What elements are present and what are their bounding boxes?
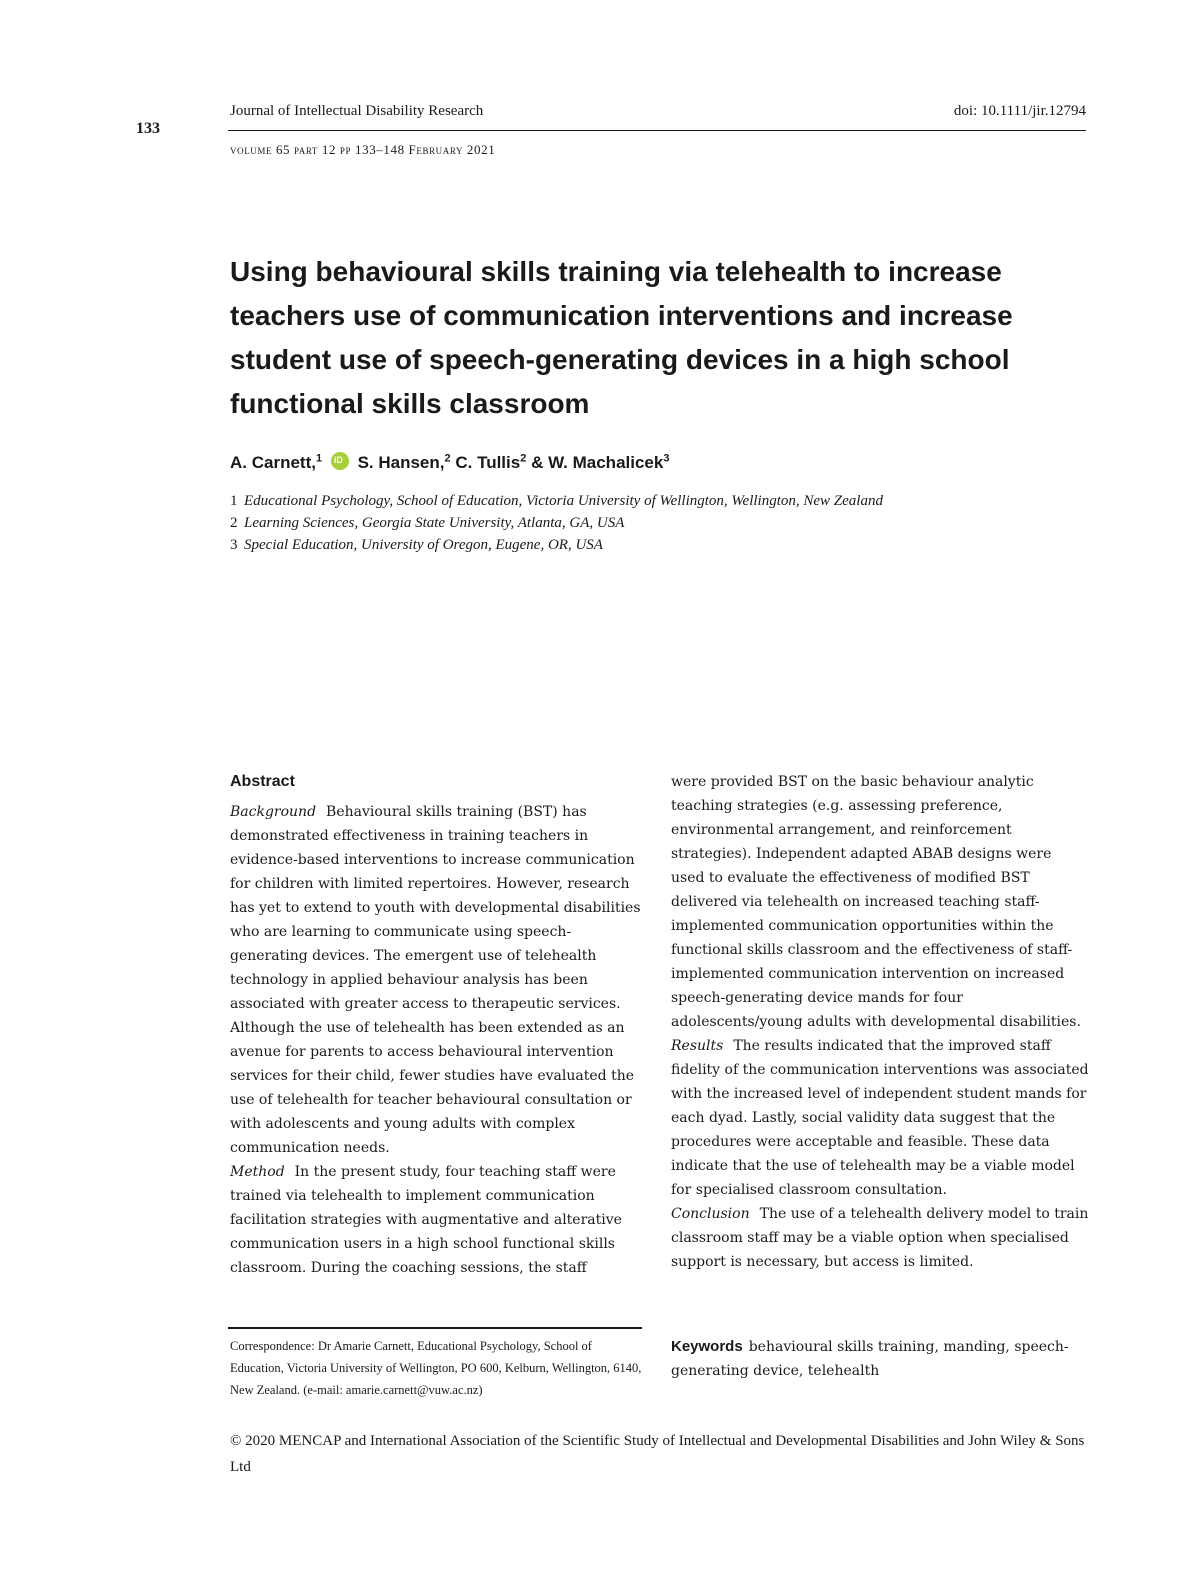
- author-affiliation-mark: 3: [663, 452, 670, 465]
- author-name[interactable]: A. Carnett,: [230, 453, 316, 472]
- doi-link[interactable]: doi: 10.1111/jir.12794: [953, 103, 1086, 119]
- abstract-results: [671, 1034, 1089, 1202]
- author-affiliation-mark: 2: [444, 452, 451, 465]
- method-label: Method: [230, 1164, 285, 1180]
- abstract-method: [230, 1160, 644, 1280]
- abstract-background: [230, 800, 644, 1160]
- affiliation-item: [230, 534, 883, 556]
- background-label: Background: [230, 804, 317, 820]
- affiliation-text: Educational Psychology, School of Education, Victoria University of Wellington, Wellington, New Zealand: [244, 493, 883, 509]
- affiliation-item: [230, 512, 883, 534]
- background-text: Behavioural skills training (BST) has demonstrated effectiveness in training teachers in evidence-based interventions to increase communication for children with limited repertoires. However, research has yet to extend to youth with developmental disabilities who are learning to communicate using speech-generating devices. The emergent use of telehealth technology in applied behaviour analysis has been associated with greater access to therapeutic services. Although the use of telehealth has been extended as an avenue for parents to access behavioural intervention services for their child, fewer studies have evaluated the use of telehealth for teacher behavioural consultation or with adolescents and young adults with complex communication needs.: [230, 804, 641, 1156]
- abstract-conclusion: [671, 1202, 1089, 1274]
- author-affiliation-mark: 1: [315, 452, 323, 465]
- method-text: In the present study, four teaching staff were trained via telehealth to implement communication facilitation strategies with augmentative and alterative communication users in a high school functional skills classroom. During the coaching sessions, the staff: [230, 1164, 622, 1276]
- affiliation-text: Learning Sciences, Georgia State University, Atlanta, GA, USA: [244, 515, 625, 531]
- copyright-notice: © 2020 MENCAP and International Association of the Scientific Study of Intellectual and Developmental Disabilities and John Wiley & Sons Ltd: [230, 1433, 1085, 1475]
- correspondence-note: Correspondence: Dr Amarie Carnett, Educational Psychology, School of Education, Victoria University of Wellington, PO 600, Kelburn, Wellington, 6140, New Zealand. (e-mail: amarie.carnett@vuw.ac.nz): [230, 1339, 642, 1397]
- article-title: Using behavioural skills training via telehealth to increase teachers use of communication interventions and increase student use of speech-generating devices in a high school functional skills classroom: [230, 256, 1013, 419]
- keywords-label: Keywords: [671, 1338, 743, 1355]
- volume-line: volume 65 part 12 pp 133–148 February 2021: [230, 142, 496, 157]
- method-text-continued: were provided BST on the basic behaviour analytic teaching strategies (e.g. assessing preference, environmental arrangement, and reinforcement strategies). Independent adapted ABAB designs were used to evaluate the effectiveness of modified BST delivered via telehealth on increased teaching staff-implemented communication opportunities within the functional skills classroom and the effectiveness of staff-implemented communication intervention on increased speech-generating device mands for four adolescents/young adults with developmental disabilities.: [671, 774, 1081, 1030]
- affiliation-number: 3: [230, 537, 238, 553]
- orcid-icon[interactable]: [331, 452, 349, 470]
- results-text: The results indicated that the improved staff fidelity of the communication interventions was associated with the increased level of independent student mands for each dyad. Lastly, social validity data suggest that the procedures were acceptable and feasible. These data indicate that the use of telehealth may be a viable model for specialised classroom consultation.: [671, 1038, 1089, 1198]
- journal-title: Journal of Intellectual Disability Research: [230, 103, 484, 119]
- author-name[interactable]: S. Hansen,: [357, 453, 445, 472]
- affiliation-item: [230, 490, 883, 512]
- keywords-text: behavioural skills training, manding, speech-generating device, telehealth: [671, 1339, 1069, 1379]
- conclusion-text: The use of a telehealth delivery model to train classroom staff may be a viable option when specialised support is necessary, but access is limited.: [671, 1206, 1089, 1270]
- affiliation-list: [230, 490, 883, 556]
- results-label: Results: [671, 1038, 724, 1054]
- keywords: [671, 1335, 1089, 1383]
- abstract-column-right: [671, 770, 1089, 1274]
- affiliation-number: 2: [230, 515, 238, 531]
- header-rule: [228, 130, 1086, 131]
- author-list: [230, 452, 669, 473]
- author-affiliation-mark: 2: [520, 452, 527, 465]
- author-name[interactable]: C. Tullis: [455, 453, 521, 472]
- abstract-heading: Abstract: [230, 773, 295, 790]
- affiliation-text: Special Education, University of Oregon, Eugene, OR, USA: [244, 537, 603, 553]
- abstract-column-left: [230, 770, 644, 1280]
- page-number: 133: [136, 120, 160, 137]
- affiliation-number: 1: [230, 493, 238, 509]
- author-name[interactable]: & W. Machalicek: [531, 453, 664, 472]
- conclusion-label: Conclusion: [671, 1206, 750, 1222]
- correspondence-rule: [228, 1327, 642, 1329]
